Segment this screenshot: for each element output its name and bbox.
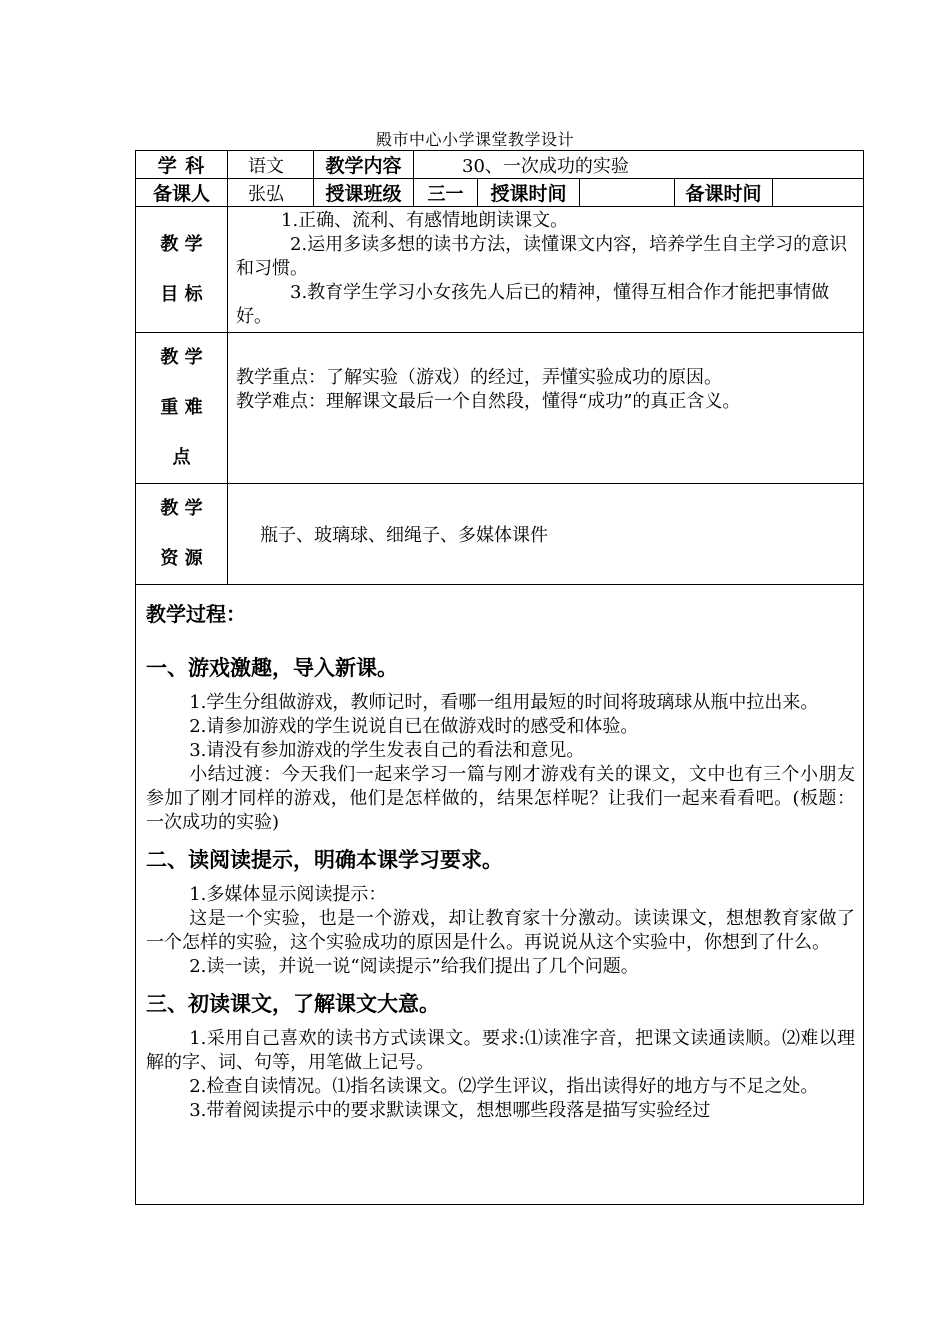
section-heading: 二、读阅读提示，明确本课学习要求。 [146,847,503,872]
goal-item: 1.正确、流利、有感情地朗读课文。 [281,210,569,231]
header-row-1 [136,151,864,179]
section-paragraph: 1.多媒体显示阅读提示： [189,884,387,905]
key-points-row [136,333,864,484]
section-paragraph: 3.请没有参加游戏的学生发表自己的看法和意见。 [189,740,585,761]
class-label: 授课班级 [314,179,414,207]
document-title: 殿市中心小学课堂教学设计 [375,130,574,149]
process-title: 教学过程： [146,602,246,626]
resources-label [136,484,228,585]
time-value [580,179,675,207]
content-value: 30、一次成功的实验 [414,151,864,179]
section-paragraph: 2.检查自读情况。⑴指名读课文。⑵学生评议，指出读得好的地方与不足之处。 [189,1076,819,1097]
prep-time-value [773,179,864,207]
key-points-label-1: 教 学 [160,347,203,368]
resources-label-top: 教 学 [160,498,203,519]
resources-content: 瓶子、玻璃球、细绳子、多媒体课件 [228,484,864,585]
goals-row [136,207,864,333]
resources-row [136,484,864,585]
class-value: 三一 [414,179,478,207]
prep-time-label: 备课时间 [675,179,773,207]
section-paragraph: 1.采用自己喜欢的读书方式读课文。要求:⑴读准字音，把课文读通读顺。⑵难以理解的字、词、句等，用笔做上记号。 [146,1028,855,1073]
goals-label-bottom: 目 标 [160,283,203,305]
section-heading: 一、游戏激趣，导入新课。 [146,655,398,680]
key-points-label [136,333,228,484]
content-label: 教学内容 [314,151,414,179]
subject-value: 语文 [228,151,314,179]
key-points-content [228,333,864,484]
section-paragraph: 1.学生分组做游戏，教师记时，看哪一组用最短的时间将玻璃球从瓶中拉出来。 [189,692,819,713]
key-point-item: 教学重点：了解实验（游戏）的经过，弄懂实验成功的原因。 [236,367,722,388]
subject-label: 学 科 [136,151,228,179]
section-paragraph: 2.读一读，并说一说“阅读提示”给我们提出了几个问题。 [189,956,639,977]
goal-item: 2.运用多读多想的读书方法，读懂课文内容，培养学生自主学习的意识和习惯。 [236,234,848,279]
process-row [136,585,864,1205]
section-paragraph: 3.带着阅读提示中的要求默读课文，想想哪些段落是描写实验经过 [189,1100,711,1121]
lesson-plan-table [135,150,864,1205]
teaching-process [136,585,864,1205]
key-points-label-3: 点 [172,447,191,468]
key-points-label-2: 重 难 [160,397,203,418]
goals-content [228,207,864,333]
teacher-label: 备课人 [136,179,228,207]
header-row-2 [136,179,864,207]
section-paragraph: 2.请参加游戏的学生说说自已在做游戏时的感受和体验。 [189,716,639,737]
time-label: 授课时间 [478,179,580,207]
goals-label-top: 教 学 [160,233,203,255]
section-paragraph: 小结过渡：今天我们一起来学习一篇与刚才游戏有关的课文，文中也有三个小朋友参加了刚才同样的游戏，他们是怎样做的，结果怎样呢？让我们一起来看看吧。(板题：一次成功的实验) [146,764,855,833]
teacher-value: 张弘 [228,179,314,207]
goals-label [136,207,228,333]
section-heading: 三、初读课文，了解课文大意。 [146,991,440,1016]
key-point-item: 教学难点：理解课文最后一个自然段，懂得“成功”的真正含义。 [236,391,741,412]
resources-label-bottom: 资 源 [160,548,203,569]
goal-item: 3.教育学生学习小女孩先人后已的精神，懂得互相合作才能把事情做好。 [236,282,830,327]
section-paragraph: 这是一个实验，也是一个游戏，却让教育家十分激动。读读课文，想想教育家做了一个怎样的实验，这个实验成功的原因是什么。再说说从这个实验中，你想到了什么。 [146,908,855,953]
